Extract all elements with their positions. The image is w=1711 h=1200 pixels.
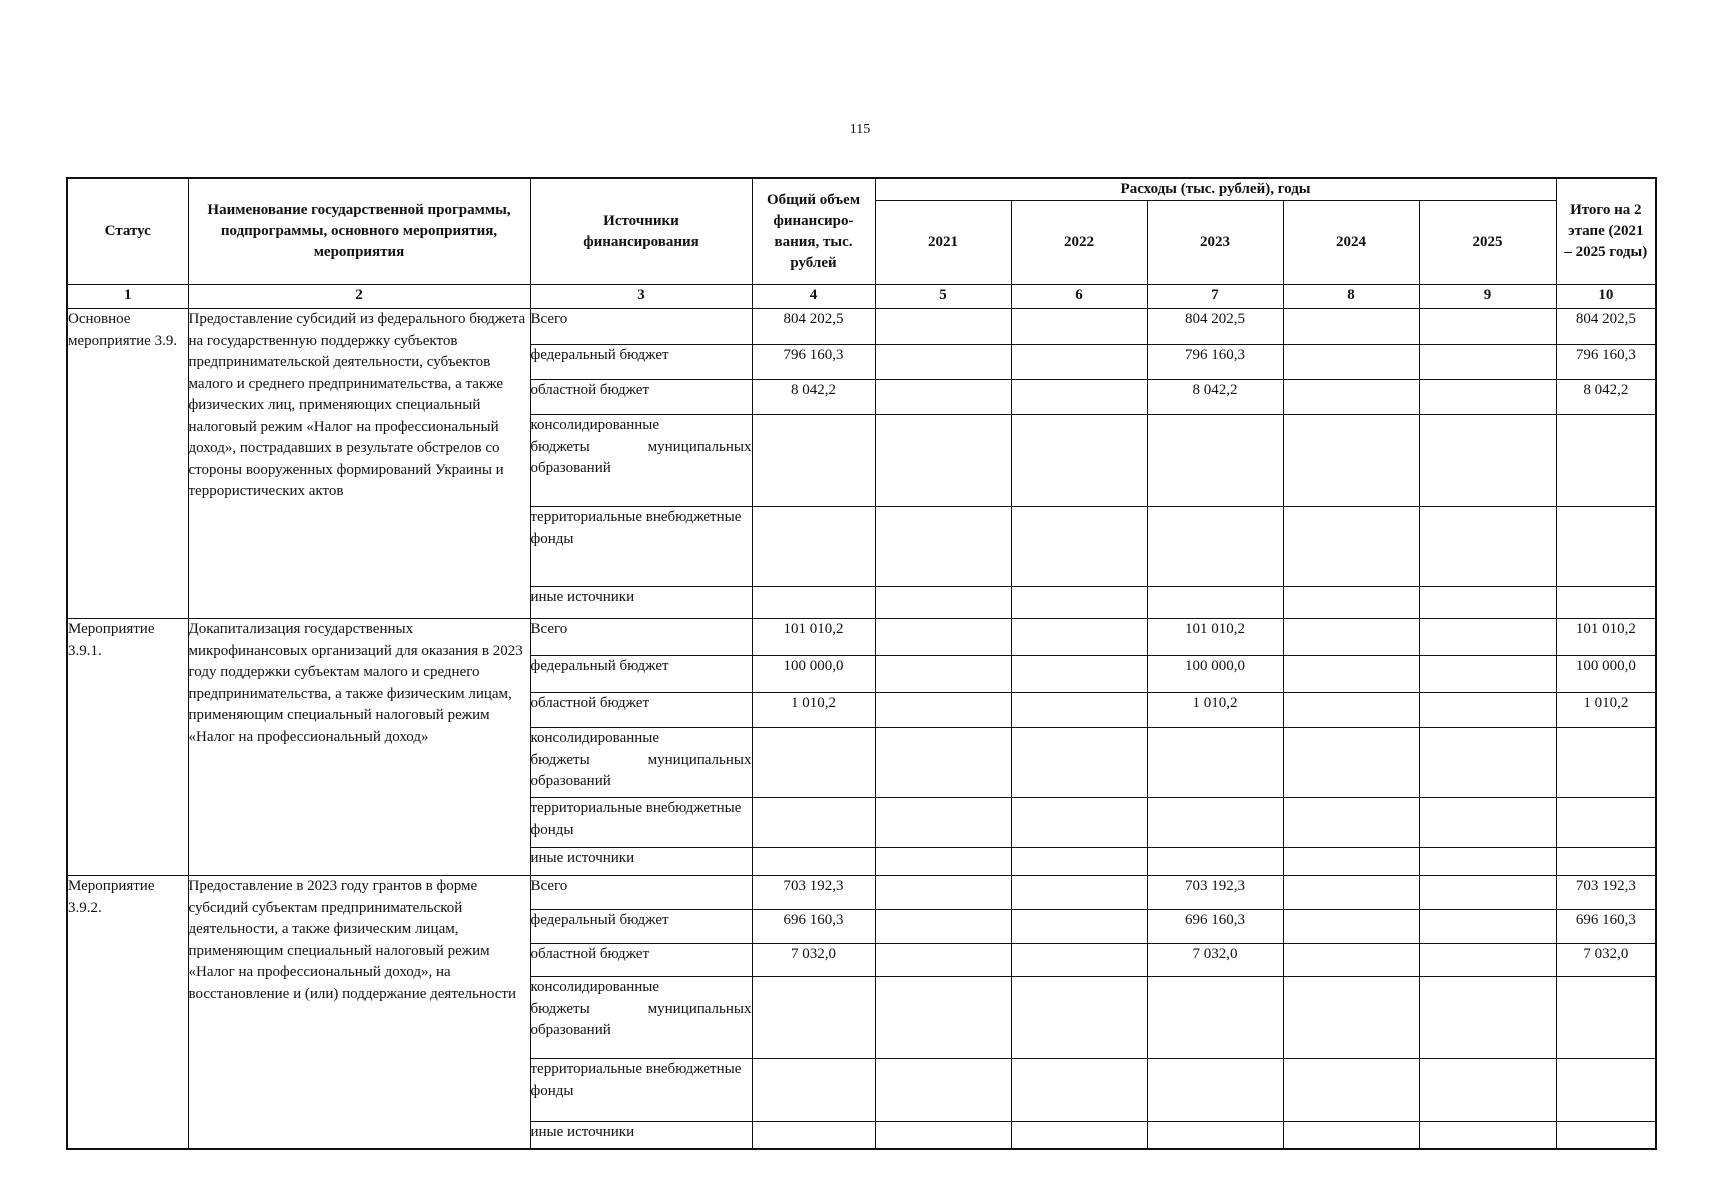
value-2024 [1283,587,1419,619]
source-label: Всего [530,878,568,894]
value-2023 [1147,728,1283,798]
value-2021 [875,798,1011,848]
value-2023: 100 000,0 [1147,656,1283,693]
value-2025 [1419,944,1556,977]
value-2022 [1011,944,1147,977]
header-year-2025: 2025 [1419,201,1556,285]
value-2025 [1419,728,1556,798]
value-2022 [1011,798,1147,848]
value-2023 [1147,1122,1283,1149]
stage-total-value [1556,587,1656,619]
source-cell [530,977,752,1059]
source-label: муниципальных [647,1000,752,1017]
source-cell [530,910,752,944]
value-2023 [1147,587,1283,619]
value-2024 [1283,728,1419,798]
column-number-row [67,285,1656,309]
value-2024 [1283,1059,1419,1122]
value-2025 [1419,619,1556,656]
value-2023: 804 202,5 [1147,309,1283,345]
column-number: 8 [1283,285,1419,309]
column-number: 3 [530,285,752,309]
value-2025 [1419,345,1556,380]
value-2021 [875,848,1011,876]
header-year-2022: 2022 [1011,201,1147,285]
value-2021 [875,345,1011,380]
value-2021 [875,876,1011,910]
total-value: 8 042,2 [752,380,875,415]
source-label: областной бюджет [530,695,650,711]
value-2024 [1283,910,1419,944]
value-2022 [1011,380,1147,415]
stage-total-value [1556,507,1656,587]
total-value [752,1059,875,1122]
table-row [67,309,1656,345]
source-label: бюджеты [530,438,590,455]
total-value: 100 000,0 [752,656,875,693]
header-year-2021: 2021 [875,201,1011,285]
value-2022 [1011,415,1147,507]
value-2021 [875,1122,1011,1149]
value-2022 [1011,656,1147,693]
value-2024 [1283,345,1419,380]
column-number: 4 [752,285,875,309]
value-2022 [1011,587,1147,619]
financing-table [66,177,1657,1150]
column-number: 10 [1556,285,1656,309]
value-2022 [1011,848,1147,876]
source-label: иные источники [530,589,635,605]
value-2024 [1283,507,1419,587]
source-label: областной бюджет [530,382,650,398]
value-2022 [1011,977,1147,1059]
value-2023 [1147,798,1283,848]
stage-total-value [1556,977,1656,1059]
source-label: территориальные внебюджетные фонды [530,509,742,547]
value-2021 [875,944,1011,977]
source-label: муниципальных [647,751,752,768]
total-value [752,507,875,587]
source-label: территориальные внебюджетные фонды [530,800,742,838]
measure-status: Основное мероприятие 3.9. [67,309,188,619]
value-2023: 796 160,3 [1147,345,1283,380]
source-cell [530,656,752,693]
total-value: 804 202,5 [752,309,875,345]
value-2021 [875,619,1011,656]
total-value [752,728,875,798]
value-2021 [875,380,1011,415]
total-value [752,977,875,1059]
value-2024 [1283,1122,1419,1149]
total-value: 796 160,3 [752,345,875,380]
stage-total-value: 696 160,3 [1556,910,1656,944]
stage-total-value: 100 000,0 [1556,656,1656,693]
measure-name: Предоставление субсидий из федерального бюджета на государственную поддержку субъектов предпринимательской деятельности, субъектов малого и среднего предпринимательства, а также физических лиц, применяющих специальный налоговый режим «Налог на профессиональный доход», пострадавших в результате обстрелов со стороны вооруженных формирований Украины и террористических актов [188,309,530,619]
value-2024 [1283,309,1419,345]
value-2023 [1147,977,1283,1059]
stage-total-value [1556,728,1656,798]
header-sources: Источники финансирования [530,178,752,285]
stage-total-value [1556,848,1656,876]
source-label: бюджеты [530,751,590,768]
total-value: 1 010,2 [752,693,875,728]
source-cell [530,1122,752,1149]
value-2024 [1283,656,1419,693]
value-2023: 703 192,3 [1147,876,1283,910]
source-label: консолидированные [530,730,660,746]
source-cell [530,587,752,619]
column-number: 1 [67,285,188,309]
total-value: 703 192,3 [752,876,875,910]
table-row [67,876,1656,910]
source-label: бюджеты [530,1000,590,1017]
value-2025 [1419,380,1556,415]
source-label: образований [530,460,611,476]
value-2022 [1011,1059,1147,1122]
value-2023 [1147,507,1283,587]
stage-total-value: 7 032,0 [1556,944,1656,977]
source-label: Всего [530,621,568,637]
value-2023: 7 032,0 [1147,944,1283,977]
source-label: областной бюджет [530,946,650,962]
value-2023: 101 010,2 [1147,619,1283,656]
measure-name: Предоставление в 2023 году грантов в форме субсидий субъектам предпринимательской деятельности, а также физическим лицам, применяющим специальный налоговый режим «Налог на профессиональный доход», на восстановление и (или) поддержание деятельности [188,876,530,1149]
source-cell [530,848,752,876]
value-2022 [1011,1122,1147,1149]
stage-total-value: 1 010,2 [1556,693,1656,728]
table-row [67,619,1656,656]
source-cell [530,619,752,656]
value-2024 [1283,876,1419,910]
source-cell [530,728,752,798]
value-2022 [1011,728,1147,798]
value-2023: 696 160,3 [1147,910,1283,944]
total-value [752,1122,875,1149]
stage-total-value: 796 160,3 [1556,345,1656,380]
value-2025 [1419,910,1556,944]
value-2025 [1419,1122,1556,1149]
source-cell [530,345,752,380]
source-cell [530,798,752,848]
source-cell [530,693,752,728]
total-value [752,415,875,507]
total-value [752,848,875,876]
value-2022 [1011,619,1147,656]
value-2023 [1147,848,1283,876]
total-value [752,798,875,848]
source-cell [530,415,752,507]
column-number: 9 [1419,285,1556,309]
source-label: муниципальных [647,438,752,455]
source-label: консолидированные [530,979,660,995]
column-number: 5 [875,285,1011,309]
measure-status: Мероприятие 3.9.1. [67,619,188,876]
value-2023: 8 042,2 [1147,380,1283,415]
stage-total-value [1556,798,1656,848]
value-2025 [1419,507,1556,587]
value-2025 [1419,587,1556,619]
source-cell [530,944,752,977]
value-2024 [1283,977,1419,1059]
source-label: иные источники [530,1124,635,1140]
value-2025 [1419,876,1556,910]
source-cell [530,507,752,587]
value-2025 [1419,848,1556,876]
header-total: Общий объем финансиро-вания, тыс. рублей [752,178,875,285]
source-label: образований [530,773,611,789]
value-2023 [1147,415,1283,507]
source-label: консолидированные [530,417,660,433]
value-2024 [1283,619,1419,656]
value-2021 [875,507,1011,587]
total-value [752,587,875,619]
value-2025 [1419,309,1556,345]
page-number: 115 [849,122,871,137]
stage-total-value: 703 192,3 [1556,876,1656,910]
source-label: федеральный бюджет [530,347,669,363]
measure-name: Докапитализация государственных микрофинансовых организаций для оказания в 2023 году поддержки субъектам малого и среднего предпринимательства, а также физическим лицам, применяющим специальный налоговый режим «Налог на профессиональный доход» [188,619,530,876]
value-2022 [1011,876,1147,910]
value-2025 [1419,693,1556,728]
header-stage-total: Итого на 2 этапе (2021 – 2025 годы) [1556,178,1656,285]
value-2022 [1011,910,1147,944]
value-2025 [1419,415,1556,507]
stage-total-value: 804 202,5 [1556,309,1656,345]
column-number: 6 [1011,285,1147,309]
value-2021 [875,1059,1011,1122]
stage-total-value [1556,1059,1656,1122]
header-name: Наименование государственной программы, подпрограммы, основного мероприятия, мероприятия [188,178,530,285]
source-label: федеральный бюджет [530,658,669,674]
value-2024 [1283,798,1419,848]
source-cell [530,309,752,345]
stage-total-value [1556,1122,1656,1149]
value-2024 [1283,415,1419,507]
value-2024 [1283,380,1419,415]
value-2025 [1419,656,1556,693]
value-2022 [1011,693,1147,728]
stage-total-value [1556,415,1656,507]
column-number: 7 [1147,285,1283,309]
value-2025 [1419,1059,1556,1122]
source-label: иные источники [530,850,635,866]
value-2021 [875,587,1011,619]
source-cell [530,1059,752,1122]
value-2022 [1011,345,1147,380]
value-2021 [875,415,1011,507]
column-number: 2 [188,285,530,309]
header-status: Статус [67,178,188,285]
total-value: 7 032,0 [752,944,875,977]
value-2021 [875,656,1011,693]
source-cell [530,876,752,910]
source-label: образований [530,1022,611,1038]
value-2025 [1419,977,1556,1059]
header-expenses: Расходы (тыс. рублей), годы [875,178,1556,201]
value-2023: 1 010,2 [1147,693,1283,728]
value-2021 [875,693,1011,728]
header-year-2024: 2024 [1283,201,1419,285]
value-2021 [875,977,1011,1059]
stage-total-value: 101 010,2 [1556,619,1656,656]
value-2023 [1147,1059,1283,1122]
value-2022 [1011,507,1147,587]
value-2021 [875,910,1011,944]
header-year-2023: 2023 [1147,201,1283,285]
stage-total-value: 8 042,2 [1556,380,1656,415]
total-value: 101 010,2 [752,619,875,656]
value-2021 [875,309,1011,345]
source-label: Всего [530,311,568,327]
source-label: федеральный бюджет [530,912,669,928]
value-2025 [1419,798,1556,848]
value-2024 [1283,944,1419,977]
total-value: 696 160,3 [752,910,875,944]
value-2021 [875,728,1011,798]
measure-status: Мероприятие 3.9.2. [67,876,188,1149]
value-2024 [1283,848,1419,876]
source-cell [530,380,752,415]
source-label: территориальные внебюджетные фонды [530,1061,742,1099]
value-2022 [1011,309,1147,345]
value-2024 [1283,693,1419,728]
